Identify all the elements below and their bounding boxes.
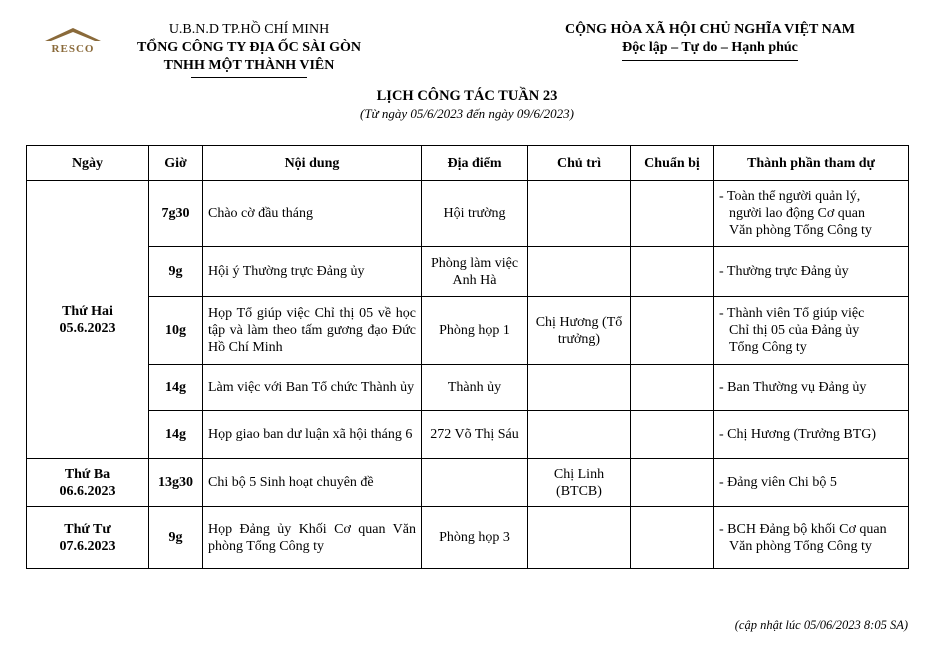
attendee-line: - Chị Hương (Trưởng BTG): [719, 427, 877, 442]
nation-underline: [622, 60, 798, 61]
nation-line-1: CỘNG HÒA XÃ HỘI CHỦ NGHĨA VIỆT NAM: [564, 22, 855, 37]
place-cell: 272 Võ Thị Sáu: [422, 411, 528, 459]
attendees-cell: [714, 365, 909, 411]
col-header-place: Địa điểm: [422, 146, 528, 181]
prep-cell: [631, 297, 714, 365]
attendees-cell: [714, 459, 909, 507]
organization-header: [104, 21, 394, 78]
prep-cell: [631, 247, 714, 297]
day-name: Thứ Hai: [62, 303, 113, 319]
attendee-line: - Toàn thể người quản lý,: [719, 189, 861, 204]
time-cell: 9g: [149, 507, 203, 569]
col-header-prep: Chuẩn bị: [631, 146, 714, 181]
table-row: [27, 297, 909, 365]
prep-cell: [631, 365, 714, 411]
attendees-cell: [714, 247, 909, 297]
document-subtitle: (Từ ngày 05/6/2023 đến ngày 09/6/2023): [360, 106, 574, 121]
day-name: Thứ Tư: [64, 521, 111, 537]
day-cell: [27, 459, 149, 507]
prep-cell: [631, 181, 714, 247]
content-cell: Làm việc với Ban Tổ chức Thành ủy: [203, 365, 422, 411]
attendee-line: Tổng Công ty: [729, 340, 807, 355]
org-line-2: TỔNG CÔNG TY ĐỊA ỐC SÀI GÒN: [136, 40, 362, 55]
chair-cell: Chị Linh (BTCB): [528, 459, 631, 507]
attendee-line: Chỉ thị 05 của Đảng ủy: [729, 323, 860, 338]
col-header-time: Giờ: [149, 146, 203, 181]
table-row: [27, 365, 909, 411]
org-underline: [191, 77, 307, 78]
time-cell: 14g: [149, 365, 203, 411]
day-cell: [27, 507, 149, 569]
prep-cell: [631, 411, 714, 459]
attendee-line: - Ban Thường vụ Đảng ủy: [719, 380, 867, 395]
chair-cell: [528, 411, 631, 459]
content-cell: Họp Tổ giúp việc Chỉ thị 05 về học tập và làm theo tấm gương đạo Đức Hồ Chí Minh: [203, 297, 422, 365]
col-header-day: Ngày: [27, 146, 149, 181]
attendees-cell: [714, 507, 909, 569]
content-cell: Chi bộ 5 Sinh hoạt chuyên đề: [203, 459, 422, 507]
col-header-content: Nội dung: [203, 146, 422, 181]
place-cell: Thành ủy: [422, 365, 528, 411]
table-row: [27, 181, 909, 247]
prep-cell: [631, 507, 714, 569]
prep-cell: [631, 459, 714, 507]
schedule-table: [26, 145, 909, 569]
chair-cell: [528, 507, 631, 569]
place-cell: [422, 459, 528, 507]
day-date: 06.6.2023: [59, 483, 116, 499]
attendees-cell: [714, 181, 909, 247]
content-cell: Hội ý Thường trực Đảng ủy: [203, 247, 422, 297]
day-date: 07.6.2023: [59, 538, 116, 554]
chair-cell: [528, 365, 631, 411]
time-cell: 9g: [149, 247, 203, 297]
day-name: Thứ Ba: [64, 466, 111, 482]
attendee-line: Văn phòng Tổng Công ty: [729, 223, 872, 238]
chair-cell: [528, 247, 631, 297]
nation-line-2: Độc lập – Tự do – Hạnh phúc: [622, 40, 798, 55]
attendee-line: Văn phòng Tổng Công ty: [729, 538, 872, 554]
table-row: [27, 507, 909, 569]
chair-cell: Chị Hương (Tổ trưởng): [528, 297, 631, 365]
time-cell: 14g: [149, 411, 203, 459]
place-cell: Phòng họp 1: [422, 297, 528, 365]
update-timestamp: (cập nhật lúc 05/06/2023 8:05 SA): [734, 618, 908, 632]
attendees-cell: [714, 411, 909, 459]
time-cell: 10g: [149, 297, 203, 365]
table-row: [27, 411, 909, 459]
chair-cell: [528, 181, 631, 247]
attendee-line: người lao động Cơ quan: [729, 206, 865, 221]
resco-logo: [37, 25, 109, 55]
attendee-line: - Thường trực Đảng ủy: [719, 264, 849, 279]
col-header-attendees: Thành phần tham dự: [714, 146, 909, 181]
table-row: [27, 459, 909, 507]
table-header-row: [27, 146, 909, 181]
day-date: 05.6.2023: [59, 320, 116, 336]
org-line-3: TNHH MỘT THÀNH VIÊN: [163, 58, 335, 73]
place-cell: Phòng họp 3: [422, 507, 528, 569]
attendee-line: - BCH Đảng bộ khối Cơ quan: [719, 521, 887, 537]
place-cell: Hội trường: [422, 181, 528, 247]
document-title: LỊCH CÔNG TÁC TUẦN 23: [376, 88, 558, 104]
time-cell: 7g30: [149, 181, 203, 247]
attendee-line: - Đảng viên Chi bộ 5: [719, 475, 837, 490]
logo-text: RESCO: [51, 43, 95, 55]
content-cell: Họp giao ban dư luận xã hội tháng 6: [203, 411, 422, 459]
national-motto: [540, 21, 880, 61]
attendee-line: - Thành viên Tổ giúp việc: [719, 306, 865, 321]
time-cell: 13g30: [149, 459, 203, 507]
day-cell: [27, 181, 149, 459]
attendees-cell: [714, 297, 909, 365]
content-cell: Chào cờ đầu tháng: [203, 181, 422, 247]
table-row: [27, 247, 909, 297]
col-header-chair: Chủ trì: [528, 146, 631, 181]
org-line-1: U.B.N.D TP.HỒ CHÍ MINH: [168, 22, 330, 37]
content-cell: Họp Đảng ủy Khối Cơ quan Văn phòng Tổng Công ty: [203, 507, 422, 569]
place-cell: Phòng làm việc Anh Hà: [422, 247, 528, 297]
